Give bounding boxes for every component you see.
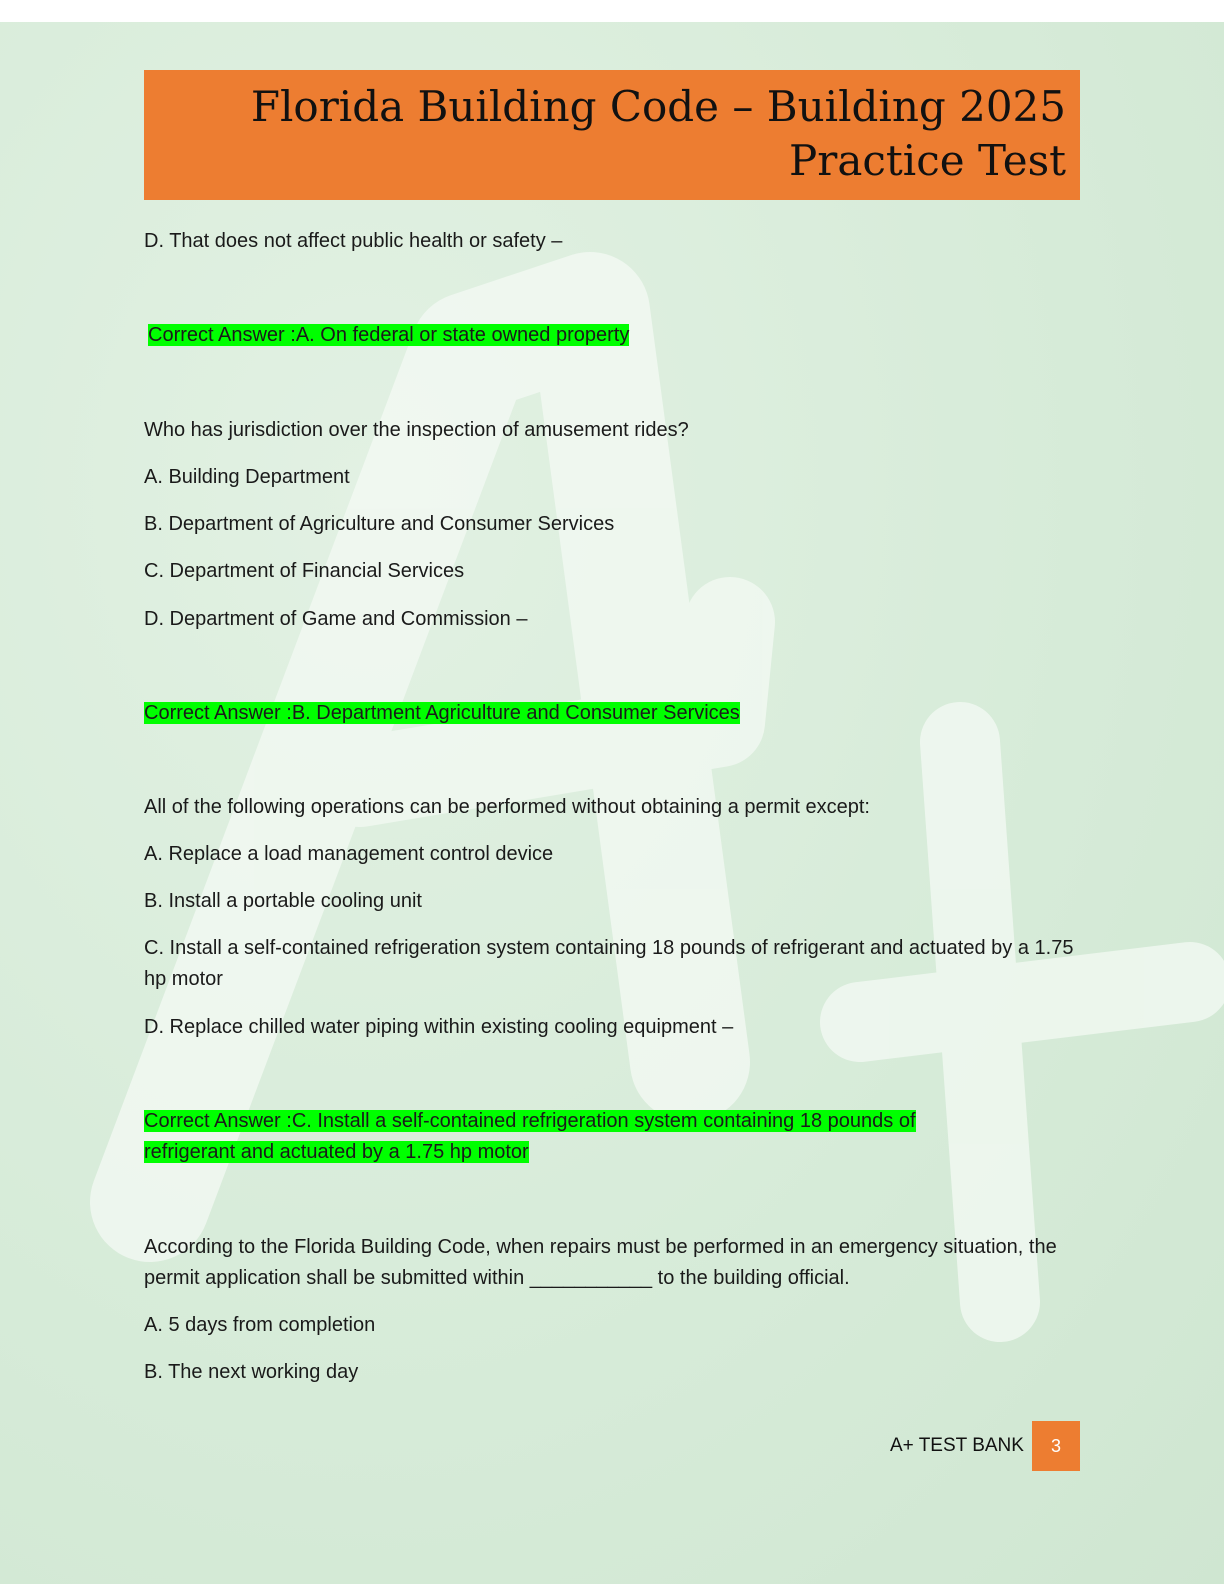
answer-1 [148, 320, 629, 351]
previous-question-option-d: D. That does not affect public health or safety – [144, 230, 563, 252]
question-1-option-c: C. Department of Financial Services [144, 560, 465, 582]
question-1-option-d: D. Department of Game and Commission – [144, 608, 528, 630]
question-2-answer [144, 1106, 994, 1168]
question-1-text: Who has jurisdiction over the inspection of amusement rides? [144, 419, 689, 441]
footer-label: A+ TEST BANK [890, 1435, 1024, 1456]
question-2-option-a: A. Replace a load management control device [144, 843, 554, 865]
page-title-line-2: Practice Test [789, 136, 1066, 185]
title-banner [144, 70, 1080, 200]
question-3-option-b: B. The next working day [144, 1361, 359, 1383]
question-2-text: All of the following operations can be performed without obtaining a permit except: [144, 796, 870, 818]
page-title-line-1: Florida Building Code – Building 2025 [250, 82, 1066, 131]
page-title [166, 80, 1066, 188]
question-1-answer [144, 698, 740, 729]
page-number: 3 [1032, 1421, 1080, 1471]
question-2-option-d: D. Replace chilled water piping within existing cooling equipment – [144, 1016, 734, 1038]
question-3-text: According to the Florida Building Code, when repairs must be performed in an emergency situation, the permit application shall be submitted within ___________ to the building official. [144, 1236, 1057, 1289]
document-page [0, 22, 1224, 1584]
question-3-option-a: A. 5 days from completion [144, 1314, 376, 1336]
question-1-answer-text: Correct Answer :B. Department Agriculture and Consumer Services [144, 702, 740, 724]
question-2-option-b: B. Install a portable cooling unit [144, 890, 422, 912]
question-1-option-b: B. Department of Agriculture and Consumer Services [144, 513, 615, 535]
question-2-answer-text: Correct Answer :C. Install a self-contained refrigeration system containing 18 pounds of refrigerant and actuated by a 1.75 hp motor [144, 1110, 916, 1163]
answer-1-text: Correct Answer :A. On federal or state owned property [148, 324, 630, 346]
question-2-option-c: C. Install a self-contained refrigeration system containing 18 pounds of refrigerant and actuated by a 1.75 hp motor [144, 937, 1074, 990]
question-1-option-a: A. Building Department [144, 466, 350, 488]
